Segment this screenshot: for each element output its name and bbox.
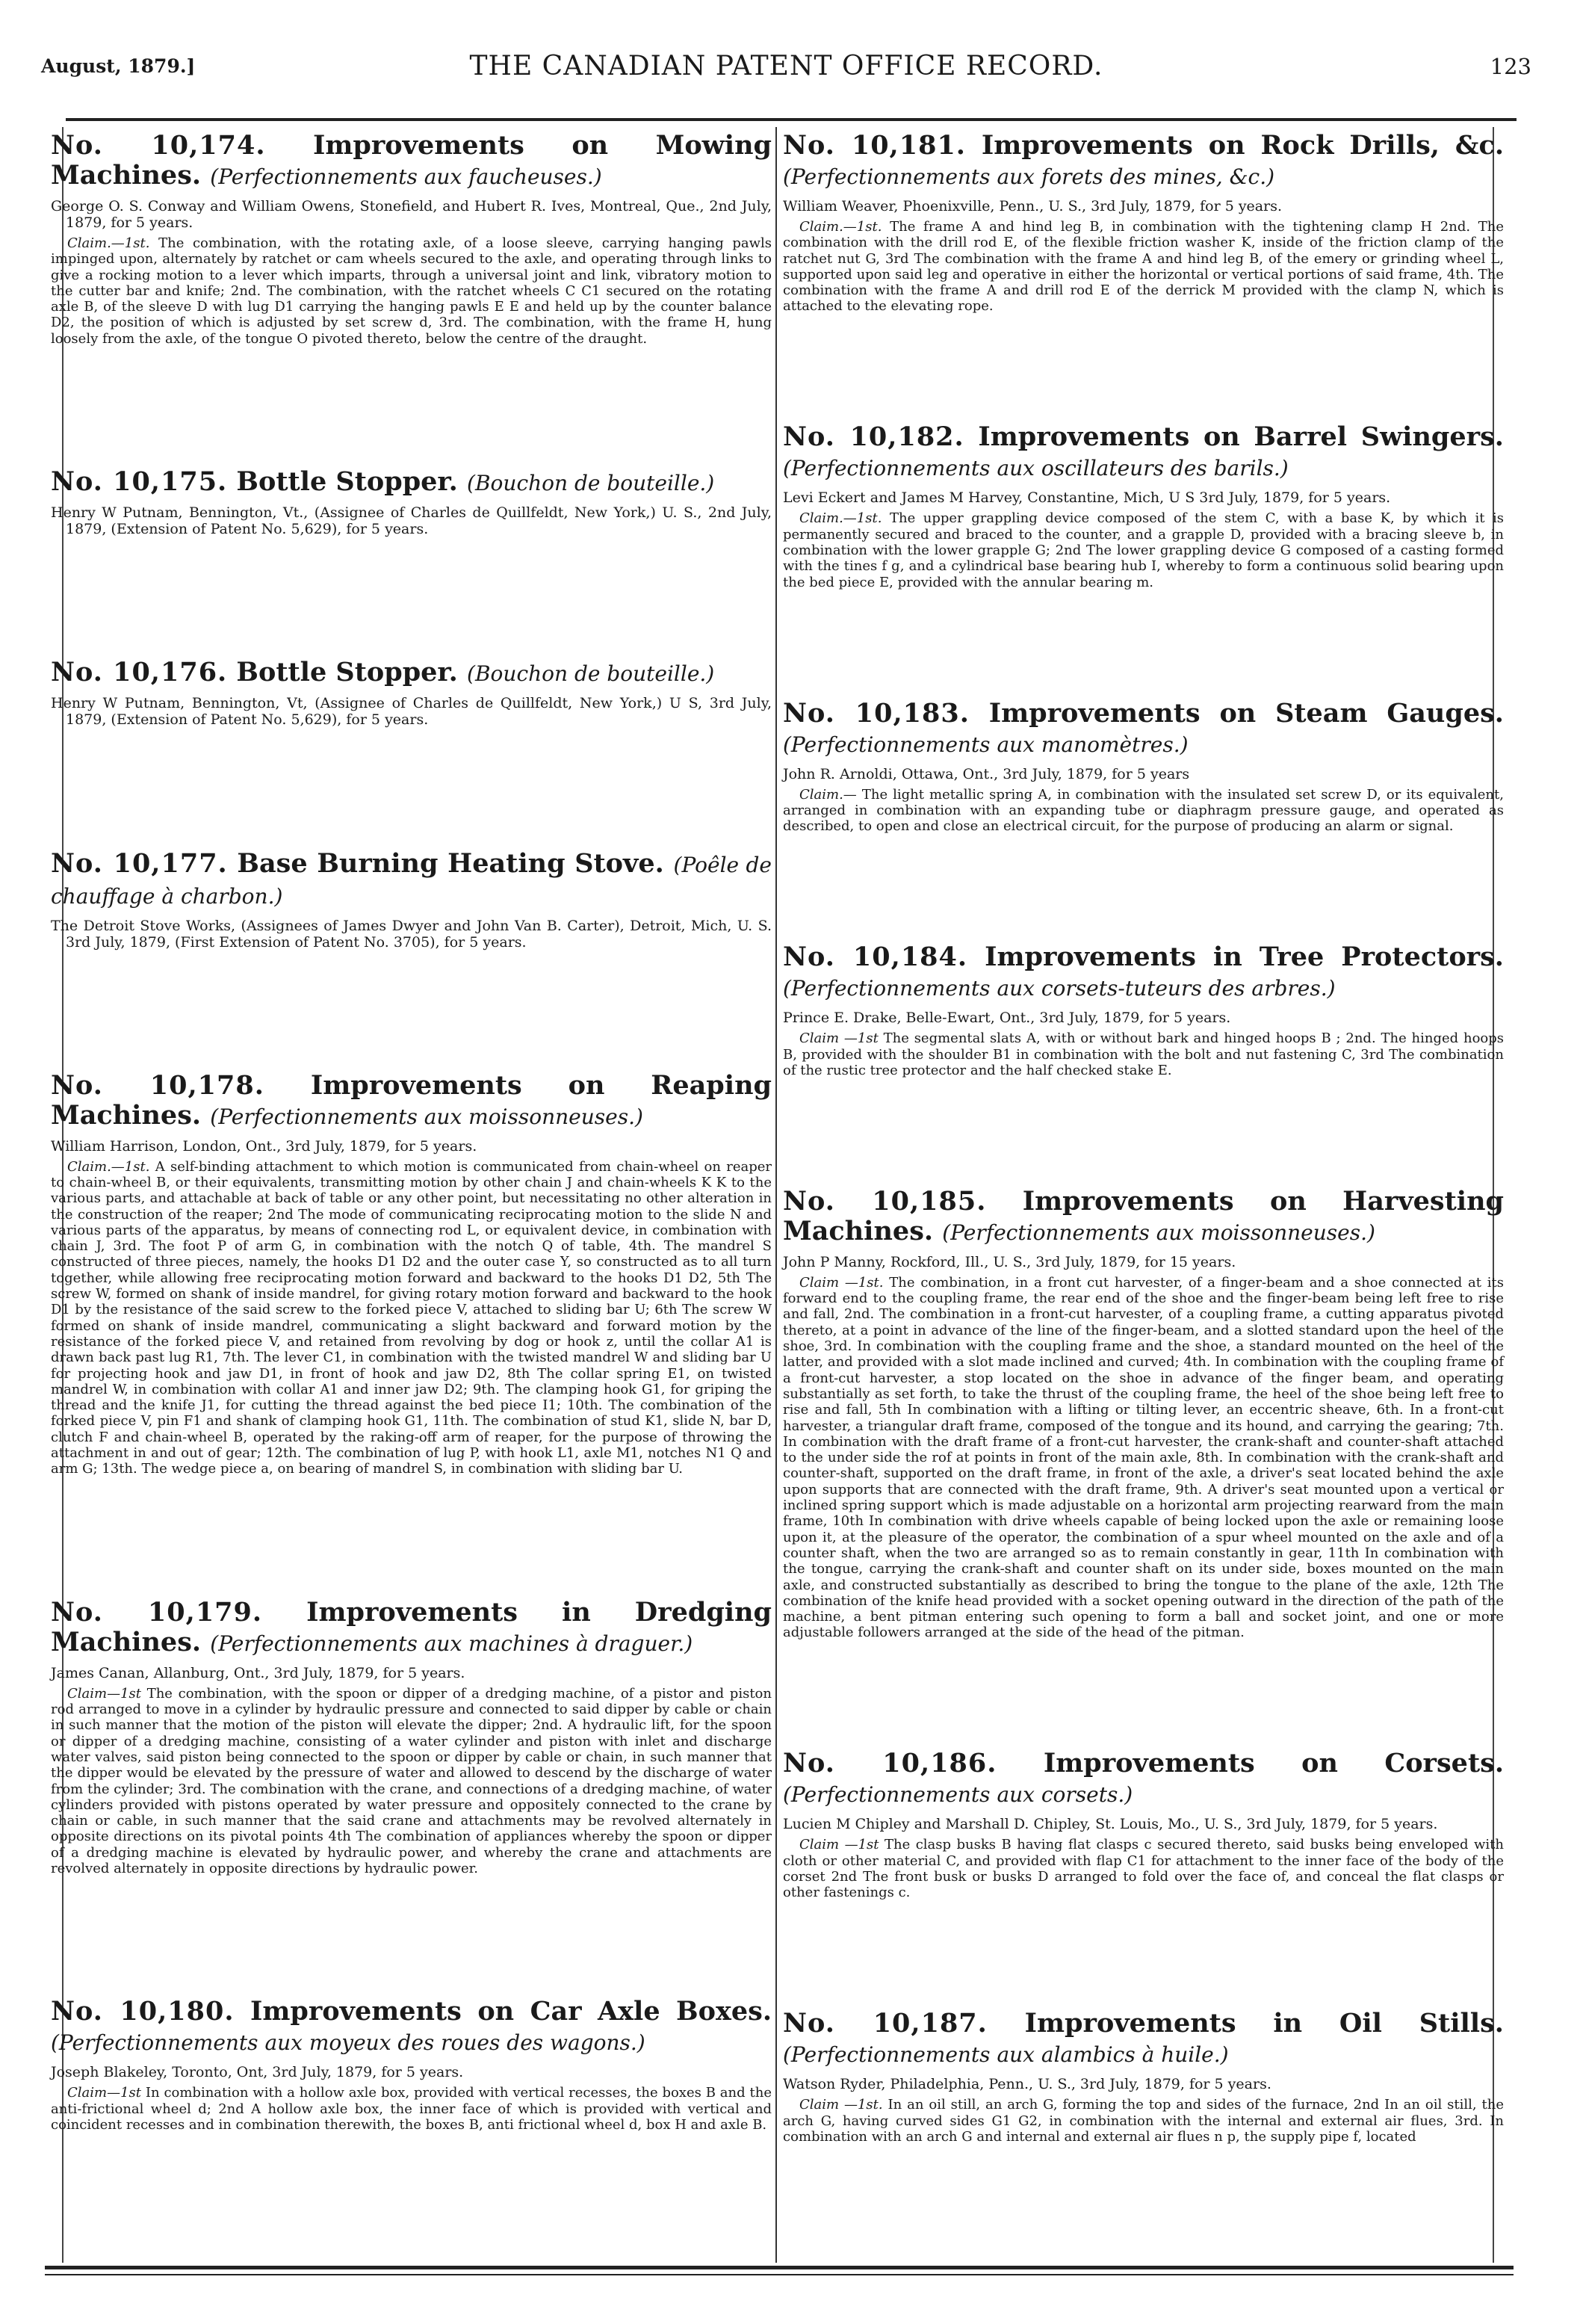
patent-entry xyxy=(51,131,772,347)
claim-lead: Claim.—1st. xyxy=(67,1158,150,1175)
patent-french-title: (Perfectionnements aux moissonneuses.) xyxy=(942,1220,1375,1245)
patent-title-text: Improvements on Reaping Machines. xyxy=(51,1069,772,1131)
patent-title xyxy=(51,1598,772,1659)
patent-entry xyxy=(783,1749,1504,1900)
patent-entry xyxy=(783,942,1504,1078)
patent-inventor: The Detroit Stove Works, (Assignees of James Dwyer and John Van B. Carter), Detroit, Mich, U. S. 3rd July, 1879, (First Extension of Patent No. 3705), for 5 years. xyxy=(51,917,772,951)
header-rule xyxy=(66,118,1517,121)
patent-entry xyxy=(51,467,772,537)
patent-french-title: (Perfectionnements aux manomètres.) xyxy=(783,732,1189,757)
claim-text: A self-binding attachment to which motion is communicated from chain-wheel on reaper to chain-wheel B, or their equivalents, transmitting motion by other chain J and chain-wheels K K to the various parts, and attachable at back of table or any other point, but necessitating no other alteration in the construction of the reaper; 2nd The mode of communicating reciprocating motion to the slide N and various parts of the apparatus, by means of connecting rod L, or equivalent device, in combination with chain J, 3rd. The foot P of arm G, in combination with the notch Q of table, 4th. The mandrel S constructed of three pieces, namely, the hooks D1 D2 and the outer case Y, so constructed as to all turn together, while allowing free reciprocating motion forward and backward to the hooks D1 D2, 5th The screw W, formed on shank of inside mandrel, for giving rotary motion forward and backward to the hook D1 by the resistance of the said screw to the forked piece V, attached to sliding bar U; 6th The screw W formed on shank of inside mandrel, communicating a slight backward and forward motion by the resistance of the forked piece V, and retained from revolving by dog or hook z, until the collar A1 is drawn back past lug R1, 7th. The lever C1, in combination with the twisted mandrel W and sliding bar U for projecting hook and jaw D1, in front of hook and jaw D2, 8th The collar spring E1, on twisted mandrel W, in combination with collar A1 and inner jaw D2; 9th. The clamping hook G1, for griping the thread and the knife J1, for cutting the thread against the bed piece I1; 10th. The combination of the forked piece V, pin F1 and shank of clamping hook G1, 11th. The combination of stud K1, slide N, bar D, clutch F and chain-wheel B, operated by the raking-off arm of reaper, for the purpose of throwing the attachment in and out of gear; 12th. The combination of lug P, with hook L1, axle M1, notches N1 Q and arm G; 13th. The wedge piece a, on bearing of mandrel S, in combination with sliding bar U. xyxy=(51,1158,772,1477)
patent-title xyxy=(51,131,772,192)
patent-claim xyxy=(783,219,1504,315)
patent-inventor: Levi Eckert and James M Harvey, Constantine, Mich, U S 3rd July, 1879, for 5 years. xyxy=(783,489,1391,507)
patent-title xyxy=(51,1071,772,1132)
claim-text: The combination, in a front cut harvester, of a finger-beam and a shoe connected at its forward end to the coupling frame, the rear end of the shoe and the finger-beam being left free to rise and fall, 2nd. The combination in a front-cut harvester, of a coupling frame, a cutting apparatus pivoted thereto, at a point in advance of the line of the finger-beam, and a slotted standard upon the heel of the shoe, 3rd. In combination with the coupling frame and the shoe, a standard mounted on the heel of the latter, and provided with a slot made inclined and curved; 4th. In combination with the coupling frame of a front-cut harvester, a stop located on the shoe in advance of the finger beam, and operating substantially as set forth, to take the thrust of the coupling frame, the heel of the shoe being left free to rise and fall, 5th In combination with a lifting or tilting lever, an eccentric sheave, 6th. In a front-cut harvester, a triangular draft frame, composed of the tongue and its hound, and carrying the gearing; 7th. In combination with the draft frame of a front-cut harvester, the crank-shaft and counter-shaft attached to the under side the rof at points in front of the main axle, 8th. In combination with the crank-shaft and counter-shaft, supported on the draft frame, in front of the axle, a driver's seat located behind the axle upon supports that are connected with the draft frame, 9th. A driver's seat mounted upon a vertical or inclined spring support which is made adjustable on a horizontal arm projecting rearward from the main frame, 10th In combination with drive wheels capable of being locked upon the axle or remaining loose upon it, at the pleasure of the operator, the combination of a spur wheel mounted on the axle and of a counter shaft, when the two are arranged so as to remain constantly in gear, 11th In combination with the tongue, carrying the crank-shaft and counter shaft on its under side, boxes mounted on the main axle, and constructed substantially as described to bring the tongue to the plane of the axle, 12th The combination of the knife head provided with a socket opening outward in the direction of the path of the machine, a bent pitman entering such opening to form a ball and socket joint, and one or more adjustable followers arranged at the side of the head of the pitman. xyxy=(783,1274,1505,1641)
patent-french-title: (Perfectionnements aux forets des mines, &c.) xyxy=(783,164,1275,189)
patent-number: No. 10,187. xyxy=(783,2008,988,2039)
patent-french-title: (Perfectionnements aux corsets.) xyxy=(783,1782,1133,1808)
patent-entry xyxy=(783,699,1504,835)
patent-number: No. 10,183. xyxy=(783,697,970,729)
patent-title-text: Bottle Stopper. xyxy=(236,466,458,498)
patent-inventor: Joseph Blakeley, Toronto, Ont, 3rd July, 1879, for 5 years. xyxy=(51,2064,464,2081)
patent-french-title: (Poêle de chauffage à charbon.) xyxy=(51,852,772,909)
patent-claim xyxy=(51,1159,772,1477)
patent-french-title: (Perfectionnements aux moissonneuses.) xyxy=(210,1104,643,1129)
patent-entry xyxy=(783,2009,1504,2145)
patent-title xyxy=(51,1997,772,2058)
patent-title xyxy=(783,2009,1504,2070)
patent-inventor: Henry W Putnam, Bennington, Vt., (Assignee of Charles de Quillfeldt, New York,) U. S., 2nd July, 1879, (Extension of Patent No. 5,629), for 5 years. xyxy=(51,504,772,538)
patent-french-title: (Perfectionnements aux faucheuses.) xyxy=(210,164,602,189)
patent-entry xyxy=(51,1598,772,1877)
patent-french-title: (Perfectionnements aux oscillateurs des barils.) xyxy=(783,456,1289,481)
claim-lead: Claim.—1st. xyxy=(799,219,882,235)
claim-text: The light metallic spring A, in combination with the insulated set screw D, or its equivalent, arranged in combination with an expanding tube or diaphragm pressure gauge, and operated as described, to open and close an electrical circuit, for the purpose of producing an alarm or signal. xyxy=(783,786,1504,835)
claim-lead: Claim—1st xyxy=(67,2085,142,2101)
patent-title xyxy=(51,467,772,498)
page-header xyxy=(41,51,1531,84)
patent-number: No. 10,185. xyxy=(783,1185,987,1217)
patent-title xyxy=(783,1749,1504,1810)
patent-inventor: James Canan, Allanburg, Ont., 3rd July, 1879, for 5 years. xyxy=(51,1664,465,1681)
patent-entry xyxy=(51,1071,772,1477)
patent-number: No. 10,179. xyxy=(51,1596,263,1628)
patent-claim xyxy=(51,2085,772,2133)
patent-inventor: John P Manny, Rockford, Ill., U. S., 3rd July, 1879, for 15 years. xyxy=(783,1253,1236,1270)
claim-text: The combination, with the rotating axle, of a loose sleeve, carrying hanging pawls impinged upon, alternately by ratchet or cam wheels secured to the axle, and operating through links to give a rocking motion to a lever which imparts, through a universal joint and link, vibratory motion to the cutter bar and knife; 2nd. The combination, with the ratchet wheels C C1 secured on the rotating axle B, of the sleeve D with lug D1 carrying the hanging pawls E E and held up by the counter balance D2, the position of which is adjusted by set screw d, 3rd. The combination, with the frame H, hung loosely from the axle, of the tongue O pivoted thereto, below the centre of the draught. xyxy=(51,235,772,347)
patent-claim xyxy=(783,2097,1504,2145)
patent-inventor: William Weaver, Phoenixville, Penn., U. S., 3rd July, 1879, for 5 years. xyxy=(783,198,1283,214)
patent-french-title: (Bouchon de bouteille.) xyxy=(467,471,715,496)
patent-french-title: (Bouchon de bouteille.) xyxy=(467,661,715,687)
claim-lead: Claim.— xyxy=(799,786,857,803)
patent-title-text: Improvements on Rock Drills, &c. xyxy=(981,130,1504,161)
patent-title-text: Bottle Stopper. xyxy=(236,657,458,688)
patent-entry xyxy=(51,849,772,951)
patent-french-title: (Perfectionnements aux moyeux des roues des wagons.) xyxy=(51,2030,645,2056)
patent-inventor: Lucien M Chipley and Marshall D. Chipley, St. Louis, Mo., U. S., 3rd July, 1879, for 5 years. xyxy=(783,1816,1438,1833)
patent-entry xyxy=(783,1187,1504,1641)
claim-text: The combination, with the spoon or dipper of a dredging machine, of a pistor and piston rod arranged to move in a cylinder by hydraulic pressure and connected to said dipper by cable or chain in such manner that the motion of the piston will elevate the dipper; 2nd. A hydraulic lift, for the spoon or dipper of a dredging machine, consisting of a water cylinder and piston with inlet and discharge water valves, said piston being connected to the spoon or dipper by cable or chain, in such manner that the dipper would be elevated by the pressure of water and allowed to descend by the discharge of water from the cylinder; 3rd. The combination with the crane, and connections of a dredging machine, of water cylinders provided with pistons operated by water pressure and oppositely connected to the crane by chain or cable, in such manner that the said crane and attachments may be revolved alternately in opposite directions on its pivotal points 4th The combination of appliances whereby the spoon or dipper of a dredging machine is elevated by hydraulic power, and whereby the crane and attachments are revolved alternately in opposite directions by hydraulic power. xyxy=(51,1685,772,1876)
claim-lead: Claim.—1st. xyxy=(67,235,150,251)
patent-title-text: Improvements in Oil Stills. xyxy=(1024,2008,1504,2039)
right-column xyxy=(783,131,1504,2253)
patent-claim xyxy=(51,235,772,347)
claim-text: The clasp busks B having flat clasps c secured thereto, said busks being enveloped with cloth or other material C, and provided with flap C1 for attachment to the inner face of the body of the corset 2nd The front busk or busks D arranged to fold over the face of, and conceal the flat clasps or other fastenings c. xyxy=(783,1837,1504,1901)
claim-text: The segmental slats A, with or without bark and hinged hoops B ; 2nd. The hinged hoops B, provided with the shoulder B1 in combination with the bolt and nut fastening C, 3rd The combination of the rustic tree protector and the half checked stake E. xyxy=(783,1030,1504,1078)
patent-number: No. 10,181. xyxy=(783,130,966,161)
claim-text: In combination with a hollow axle box, provided with vertical recesses, the boxes B and the anti-frictional wheel d; 2nd A hollow axle box, the inner face of which is provided with vertical and coincident recesses and in combination therewith, the boxes B, anti frictional wheel d, box H and axle B. xyxy=(51,2085,772,2133)
patent-number: No. 10,177. xyxy=(51,847,228,879)
left-column xyxy=(51,131,772,2253)
patent-number: No. 10,174. xyxy=(51,130,266,161)
patent-inventor: Henry W Putnam, Bennington, Vt, (Assignee of Charles de Quillfeldt, New York,) U S, 3rd July, 1879, (Extension of Patent No. 5,629), for 5 years. xyxy=(51,695,772,729)
patent-title-text: Improvements in Dredging Machines. xyxy=(51,1596,772,1657)
patent-title-text: Improvements on Steam Gauges. xyxy=(988,697,1504,729)
patent-title-text: Improvements on Corsets. xyxy=(1043,1748,1505,1779)
patent-title xyxy=(783,699,1504,760)
patent-inventor: Prince E. Drake, Belle-Ewart, Ont., 3rd July, 1879, for 5 years. xyxy=(783,1010,1231,1027)
publication-title: THE CANADIAN PATENT OFFICE RECORD. xyxy=(469,51,1103,81)
patent-claim xyxy=(783,1837,1504,1900)
claim-lead: Claim —1st. xyxy=(799,1274,884,1291)
patent-number: No. 10,178. xyxy=(51,1069,264,1101)
patent-entry xyxy=(51,1997,772,2133)
page-number: 123 xyxy=(1490,54,1531,79)
patent-number: No. 10,186. xyxy=(783,1748,997,1779)
patent-title-text: Improvements on Harvesting Machines. xyxy=(783,1185,1504,1246)
patent-number: No. 10,176. xyxy=(51,657,228,688)
patent-title-text: Improvements in Tree Protectors. xyxy=(985,942,1504,973)
patent-inventor: George O. S. Conway and William Owens, Stonefield, and Hubert R. Ives, Montreal, Que., 2nd July, 1879, for 5 years. xyxy=(51,198,772,231)
patent-number: No. 10,184. xyxy=(783,942,968,973)
patent-inventor: Watson Ryder, Philadelphia, Penn., U. S., 3rd July, 1879, for 5 years. xyxy=(783,2076,1271,2093)
patent-french-title: (Perfectionnements aux machines à draguer.) xyxy=(210,1631,693,1656)
patent-title xyxy=(783,131,1504,192)
patent-claim xyxy=(51,1686,772,1877)
claim-lead: Claim.—1st. xyxy=(799,510,882,527)
patent-claim xyxy=(783,1275,1504,1641)
patent-title-text: Improvements on Car Axle Boxes. xyxy=(250,1996,772,2027)
patent-claim xyxy=(783,510,1504,590)
claim-lead: Claim—1st xyxy=(67,1685,142,1702)
patent-french-title: (Perfectionnements aux alambics à huile.) xyxy=(783,2042,1229,2068)
patent-title-text: Base Burning Heating Stove. xyxy=(237,847,664,879)
claim-lead: Claim —1st xyxy=(799,1837,879,1853)
patent-number: No. 10,180. xyxy=(51,1996,235,2027)
claim-text: The upper grappling device composed of the stem C, with a base K, by which it is permanently secured and braced to the counter, and a grapple D, provided with a bracing sleeve b, in combination with the lower grapple G; 2nd The lower grappling device G composed of a casting formed with the tines f g, and a cylindrical base bearing hub I, whereby to form a continuous solid bearing upon the bed piece E, provided with the annular bearing m. xyxy=(783,510,1504,590)
footer-rule xyxy=(45,2266,1514,2269)
issue-date: August, 1879.] xyxy=(41,55,196,77)
claim-lead: Claim —1st xyxy=(799,1030,879,1047)
patent-title xyxy=(783,942,1504,1004)
patent-french-title: (Perfectionnements aux corsets-tuteurs des arbres.) xyxy=(783,976,1336,1001)
patent-entry xyxy=(783,422,1504,590)
claim-lead: Claim —1st. xyxy=(799,2097,883,2113)
column-divider xyxy=(775,127,777,2263)
patent-title xyxy=(51,849,772,912)
patent-entry xyxy=(783,131,1504,315)
patent-title xyxy=(783,1187,1504,1248)
claim-text: In an oil still, an arch G, forming the top and sides of the furnace, 2nd In an oil still, the arch G, having curved sides G1 G2, in combination with the internal and external air flues, 3rd. In combination with an arch G and internal and external air flues n p, the supply pipe f, located xyxy=(783,2097,1504,2145)
patent-title xyxy=(51,658,772,689)
claim-text: The frame A and hind leg B, in combination with the tightening clamp H 2nd. The combination with the drill rod E, of the flexible friction washer K, inside of the friction clamp of the ratchet nut G, 3rd The combination with the frame A and hind leg B, of the emery or grinding wheel L, supported upon said leg and operative in either the horizontal or vertical portions of said frame, 4th. The combination with the frame A and drill rod E of the derrick M provided with the clamp N, which is attached to the elevating rope. xyxy=(783,219,1504,315)
patent-claim xyxy=(783,787,1504,835)
patent-title-text: Improvements on Barrel Swingers. xyxy=(978,421,1504,453)
patent-inventor: William Harrison, London, Ont., 3rd July, 1879, for 5 years. xyxy=(51,1137,477,1155)
footer-rule-thin xyxy=(45,2274,1514,2275)
patent-inventor: John R. Arnoldi, Ottawa, Ont., 3rd July, 1879, for 5 years xyxy=(783,765,1190,782)
patent-entry xyxy=(51,658,772,728)
patent-number: No. 10,175. xyxy=(51,466,228,498)
patent-title-text: Improvements on Mowing Machines. xyxy=(51,130,772,191)
patent-number: No. 10,182. xyxy=(783,421,964,453)
patent-title xyxy=(783,422,1504,483)
patent-claim xyxy=(783,1030,1504,1078)
